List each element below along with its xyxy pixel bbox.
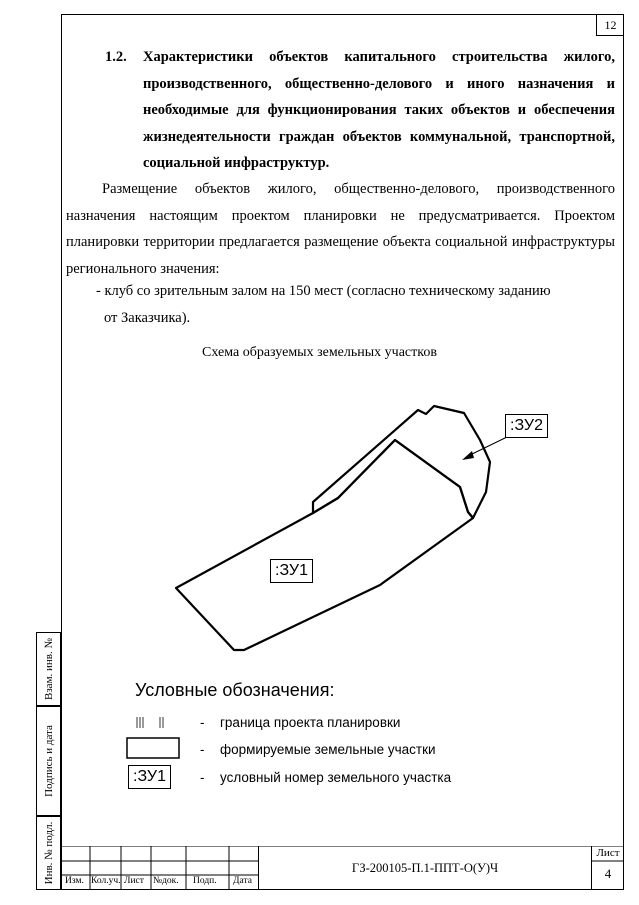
plot-sample-rect: [127, 738, 179, 758]
legend-title: Условные обозначения:: [135, 680, 335, 700]
legend-zu-sample: :ЗУ1: [128, 765, 171, 789]
side-inv: [36, 816, 61, 890]
legend-text-number: условный номер земельного участка: [220, 770, 452, 785]
col-ndok: №док.: [153, 876, 179, 886]
legend-dash-3: -: [200, 770, 205, 785]
side-inv-label: Инв. № подл.: [42, 821, 55, 885]
bullet-line-2: от Заказчика).: [104, 309, 191, 326]
side-podpis-label: Подпись и дата: [42, 725, 55, 797]
section-title: Характеристики объектов капитального строительства жилого, производственного, общественно-делового и иного назначения и необходимые для функционирования таких объектов и обеспечения жизнедеятельности граждан объектов коммунальной, транспортной, социальной инфраструктур.: [143, 49, 615, 171]
side-vzam-label: Взам. инв. №: [42, 638, 55, 700]
legend-text-plots: формируемые земельные участки: [220, 742, 436, 757]
side-podpis: [36, 706, 61, 816]
body-paragraph: Размещение объектов жилого, общественно-делового, производственного назначения настоящим проектом планировки не предусматривается. Проектом планировки территории предлагается размещение объекта социальной инфраструктуры регионального значения:: [66, 181, 615, 277]
plot-zu2-outline: [313, 406, 490, 518]
plot-zu1-outline: [176, 440, 473, 650]
sheet-label: Лист: [596, 847, 620, 859]
section-number: 1.2.: [105, 49, 127, 65]
col-izm: Изм.: [65, 876, 84, 886]
col-list: Лист: [124, 876, 144, 886]
zu2-label: :ЗУ2: [505, 414, 548, 438]
scheme-caption: Схема образуемых земельных участков: [202, 345, 437, 360]
legend-dash-2: -: [200, 742, 205, 757]
col-koluch: Кол.уч.: [91, 876, 121, 886]
bullet-line-1: - клуб со зрительным залом на 150 мест (согласно техническому заданию: [96, 283, 551, 299]
sheet-number: 4: [604, 866, 612, 881]
sheet-box: [591, 846, 624, 890]
zu2-pointer-arrowhead: [462, 451, 474, 460]
document-code: ГЗ-200105-П.1-ППТ-О(У)Ч: [258, 846, 591, 890]
col-data: Дата: [233, 876, 252, 886]
zu1-label: :ЗУ1: [270, 559, 313, 583]
boundary-sample: [137, 717, 163, 728]
side-vzam: [36, 632, 61, 706]
legend-dash-1: -: [200, 715, 205, 730]
page-number: 12: [596, 14, 624, 36]
legend-text-boundary: граница проекта планировки: [220, 715, 401, 730]
zu2-pointer-line: [468, 437, 507, 456]
col-podp: Подп.: [193, 876, 217, 886]
